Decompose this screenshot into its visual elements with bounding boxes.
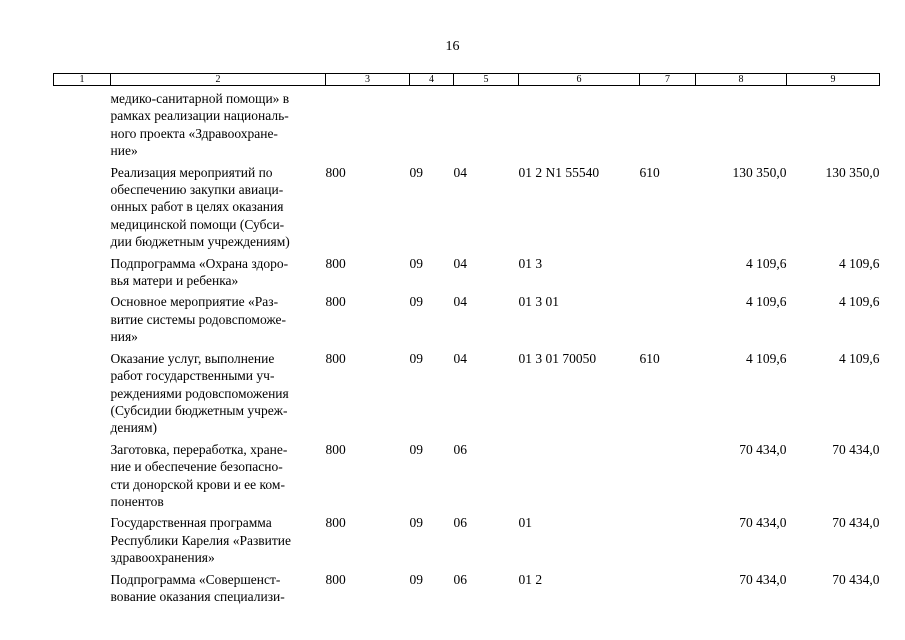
row-name: Подпрограмма «Совершенст- вование оказания специализи- — [110, 571, 285, 604]
row-vr: 610 — [639, 350, 660, 366]
row-rz: 09 — [409, 164, 423, 180]
row-sum-2: 4 109,6 — [839, 255, 880, 271]
row-vr — [640, 289, 696, 345]
table-row — [54, 437, 880, 511]
row-sum-2: 70 434,0 — [832, 515, 880, 531]
row-sum-1: 70 434,0 — [739, 571, 787, 587]
row-pr — [454, 86, 519, 160]
row-pr: 06 — [453, 571, 467, 587]
row-sum-2: 130 350,0 — [825, 164, 880, 180]
row-vr — [640, 251, 696, 290]
row-name: Заготовка, переработка, хране- ние и обеспечение безопасно- сти донорской крови и ее ком- понентов — [110, 441, 288, 509]
row-csr — [519, 437, 640, 511]
table-row — [54, 160, 880, 251]
table-body — [54, 86, 880, 606]
row-name: медико-санитарной помощи» в рамках реализации националь- ного проекта «Здравоохране- ние» — [110, 91, 290, 159]
table-row — [54, 289, 880, 345]
row-number — [54, 289, 111, 345]
row-number — [54, 510, 111, 566]
row-name: Оказание услуг, выполнение работ государственными уч- реждениями родовспоможения (Субсидии бюджетным учреж- дениям) — [110, 350, 289, 436]
row-sum-1 — [696, 86, 787, 160]
column-header: 8 — [696, 74, 787, 86]
row-sum-2: 4 109,6 — [839, 350, 880, 366]
row-sum-1: 130 350,0 — [732, 164, 787, 180]
column-header: 9 — [787, 74, 880, 86]
row-grbs — [326, 86, 410, 160]
row-csr: 01 2 — [518, 571, 543, 587]
row-sum-2 — [787, 86, 880, 160]
row-grbs: 800 — [325, 294, 346, 310]
row-vr — [640, 437, 696, 511]
row-name: Государственная программа Республики Карелия «Развитие здравоохранения» — [110, 515, 292, 566]
column-header: 1 — [54, 74, 111, 86]
row-grbs: 800 — [325, 441, 346, 457]
row-grbs: 800 — [325, 164, 346, 180]
column-header: 2 — [111, 74, 326, 86]
row-vr — [640, 567, 696, 606]
row-rz — [410, 86, 454, 160]
column-header: 3 — [326, 74, 410, 86]
table-row — [54, 567, 880, 606]
row-number — [54, 86, 111, 160]
row-grbs: 800 — [325, 571, 346, 587]
row-pr: 04 — [453, 294, 467, 310]
row-number — [54, 437, 111, 511]
row-number — [54, 160, 111, 251]
column-header: 6 — [519, 74, 640, 86]
row-sum-1: 4 109,6 — [746, 350, 787, 366]
table-row — [54, 86, 880, 160]
page-number: 16 — [445, 39, 460, 54]
row-rz: 09 — [409, 294, 423, 310]
row-grbs: 800 — [325, 255, 346, 271]
row-sum-2: 70 434,0 — [832, 571, 880, 587]
row-csr: 01 — [518, 515, 532, 531]
row-csr: 01 3 — [518, 255, 543, 271]
row-name: Основное мероприятие «Раз- витие системы родовспоможе- ния» — [110, 294, 287, 345]
row-grbs: 800 — [325, 350, 346, 366]
row-sum-2: 4 109,6 — [839, 294, 880, 310]
row-rz: 09 — [409, 515, 423, 531]
row-sum-1: 70 434,0 — [739, 515, 787, 531]
row-pr: 06 — [453, 515, 467, 531]
row-number — [54, 251, 111, 290]
column-header: 4 — [410, 74, 454, 86]
row-sum-1: 4 109,6 — [746, 255, 787, 271]
row-vr: 610 — [639, 164, 660, 180]
table-row — [54, 346, 880, 437]
row-vr — [640, 510, 696, 566]
column-number-row — [54, 74, 880, 86]
row-rz: 09 — [409, 255, 423, 271]
column-header: 7 — [640, 74, 696, 86]
row-number — [54, 346, 111, 437]
row-pr: 04 — [453, 350, 467, 366]
row-sum-1: 70 434,0 — [739, 441, 787, 457]
row-csr — [519, 86, 640, 160]
row-sum-1: 4 109,6 — [746, 294, 787, 310]
row-sum-2: 70 434,0 — [832, 441, 880, 457]
row-rz: 09 — [409, 571, 423, 587]
row-rz: 09 — [409, 441, 423, 457]
row-name: Подпрограмма «Охрана здоро- вья матери и ребенка» — [110, 255, 289, 289]
row-csr: 01 3 01 — [518, 294, 559, 310]
row-vr — [640, 86, 696, 160]
row-csr: 01 2 N1 55540 — [518, 164, 600, 180]
budget-table — [53, 73, 880, 605]
row-pr: 06 — [453, 441, 467, 457]
row-csr: 01 3 01 70050 — [518, 350, 597, 366]
row-name: Реализация мероприятий по обеспечению закупки авиаци- онных работ в целях оказания медицинской помощи (Субси- дии бюджетным учреждениям) — [110, 164, 290, 250]
row-number — [54, 567, 111, 606]
row-pr: 04 — [453, 255, 467, 271]
column-header: 5 — [454, 74, 519, 86]
table-row — [54, 251, 880, 290]
row-grbs: 800 — [325, 515, 346, 531]
table-row — [54, 510, 880, 566]
row-pr: 04 — [453, 164, 467, 180]
row-rz: 09 — [409, 350, 423, 366]
